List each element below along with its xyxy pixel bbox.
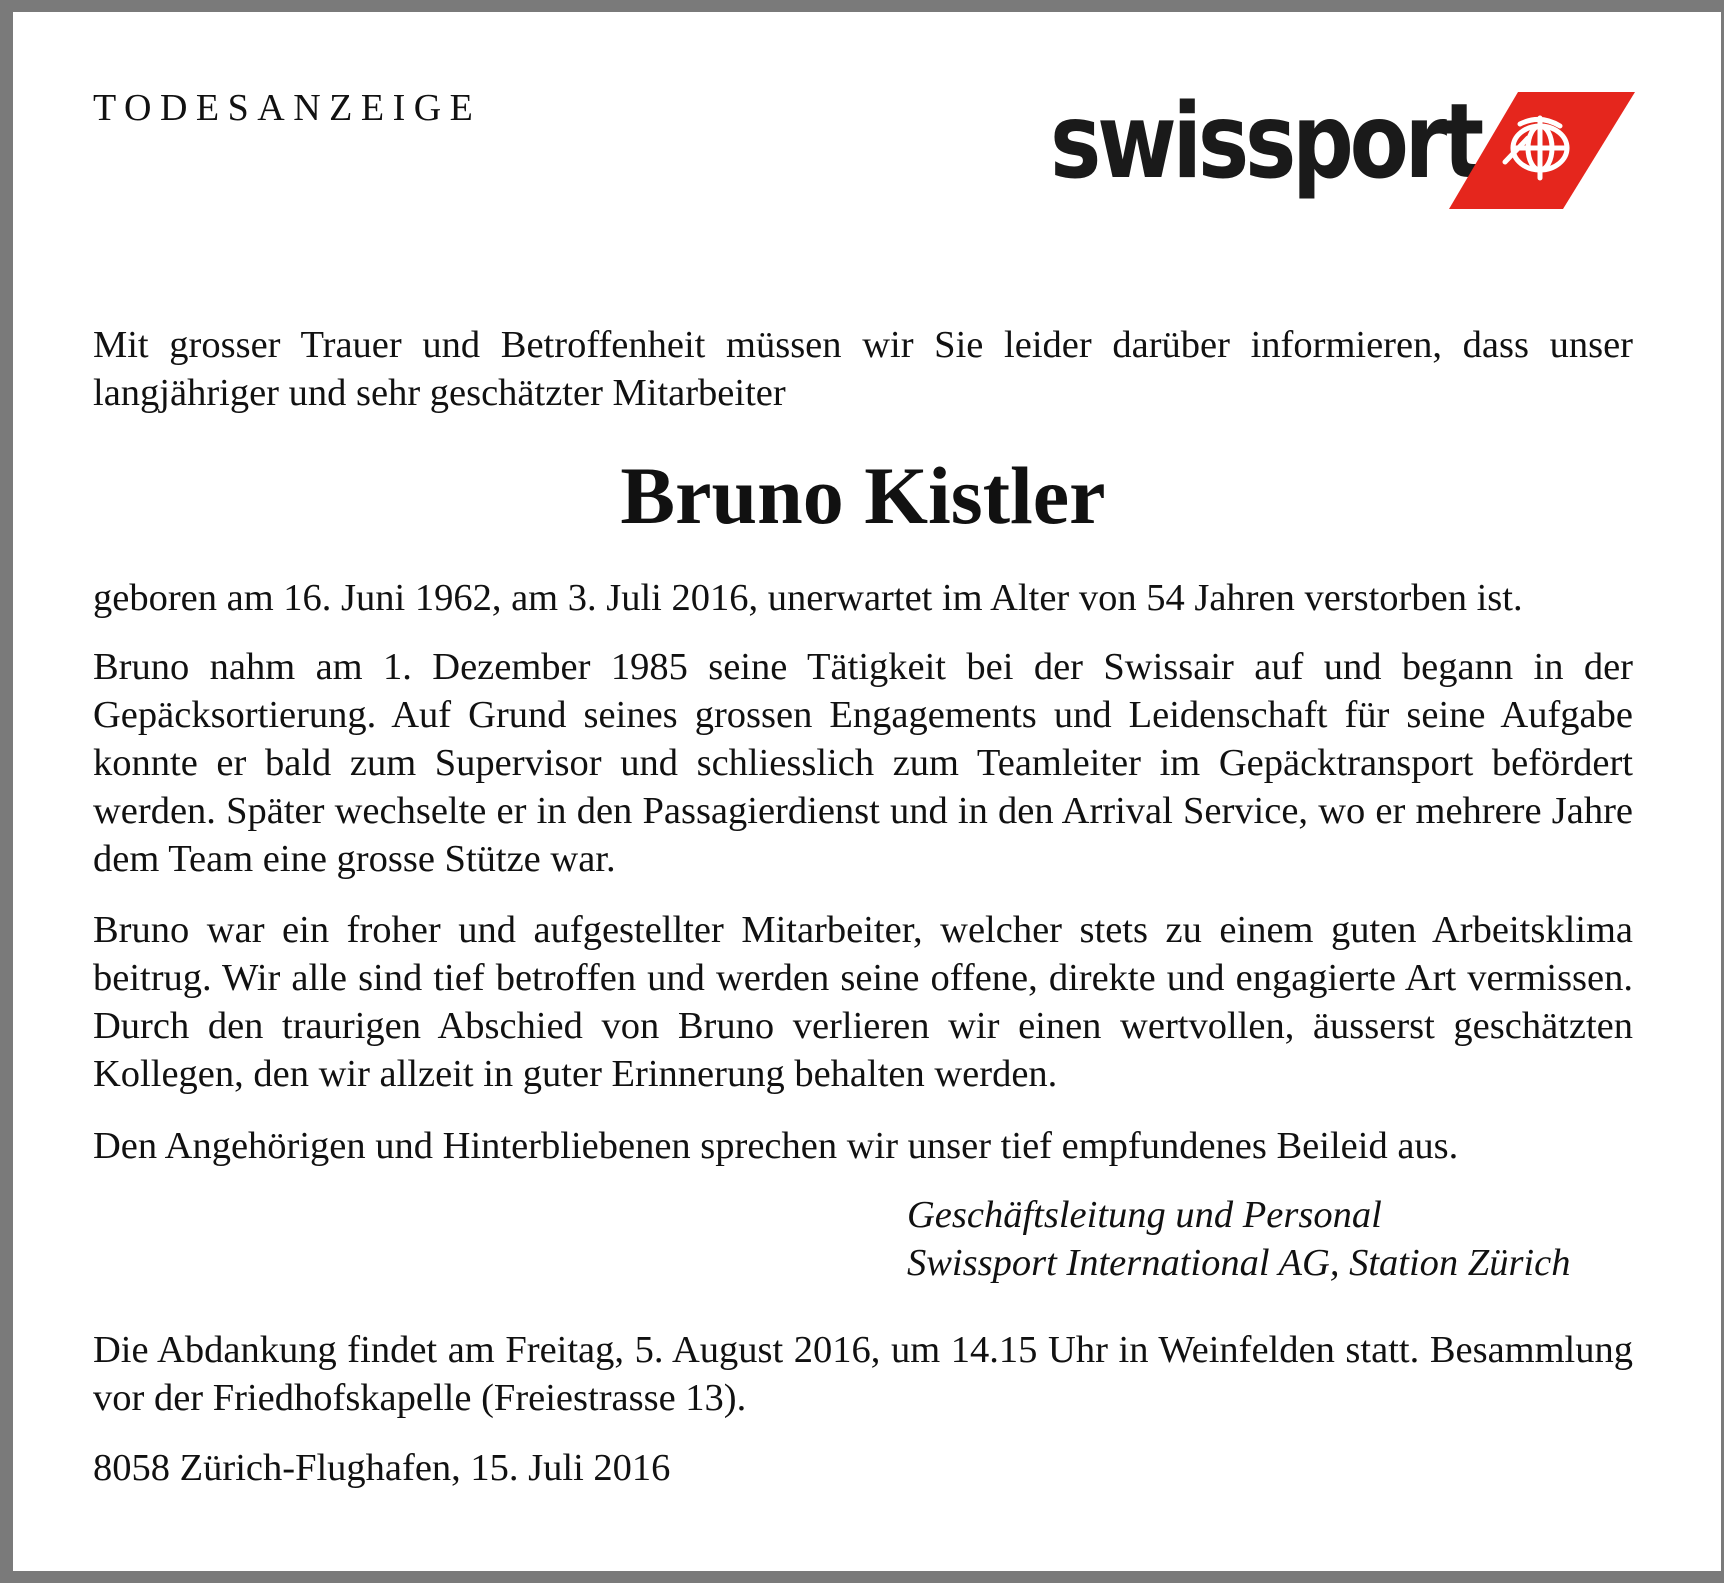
signature-line-1: Geschäftsleitung und Personal bbox=[907, 1194, 1382, 1236]
funeral-paragraph: Die Abdankung findet am Freitag, 5. August 2016, um 14.15 Uhr in Weinfelden statt. Besammlung vor der Friedhofskapelle (Freiestrasse 13). bbox=[93, 1329, 1633, 1419]
career-paragraph: Bruno nahm am 1. Dezember 1985 seine Tätigkeit bei der Swissair auf und begann in der Gepäcksortierung. Auf Grund seines grossen Engagements und Leidenschaft für seine Aufgabe konnte er bald zum Supervisor und schliesslich zum Teamleiter im Gepäcktransport befördert werden. Später wechselte er in den Passagierdienst und in den Arrival Service, wo er mehrere Jahre dem Team eine grosse Stütze war. bbox=[93, 646, 1633, 880]
logo-wordmark: swissport bbox=[1050, 86, 1483, 202]
intro-paragraph: Mit grosser Trauer und Betroffenheit müssen wir Sie leider darüber informieren, dass unser langjähriger und sehr geschätzter Mitarbeiter bbox=[93, 324, 1633, 414]
swissport-logo bbox=[1050, 86, 1635, 216]
dates-paragraph: geboren am 16. Juni 1962, am 3. Juli 2016, unerwartet im Alter von 54 Jahren verstorben ist. bbox=[93, 577, 1523, 619]
place-date-line: 8058 Zürich-Flughafen, 15. Juli 2016 bbox=[93, 1447, 671, 1489]
deceased-name: Bruno Kistler bbox=[620, 450, 1106, 541]
signature-line-2: Swissport International AG, Station Zürich bbox=[907, 1242, 1571, 1284]
character-paragraph: Bruno war ein froher und aufgestellter Mitarbeiter, welcher stets zu einem guten Arbeitsklima beitrug. Wir alle sind tief betroffen und werden seine offene, direkte und engagierte Art vermissen. Durch den traurigen Abschied von Bruno verlieren wir einen wertvollen, äusserst geschätzten Kollegen, den wir allzeit in guter Erinnerung behalten werden. bbox=[93, 909, 1633, 1095]
condolence-paragraph: Den Angehörigen und Hinterbliebenen sprechen wir unser tief empfundenes Beileid aus. bbox=[93, 1125, 1459, 1167]
signature-block bbox=[907, 1191, 1570, 1287]
announcement-heading: TODESANZEIGE bbox=[93, 87, 482, 129]
